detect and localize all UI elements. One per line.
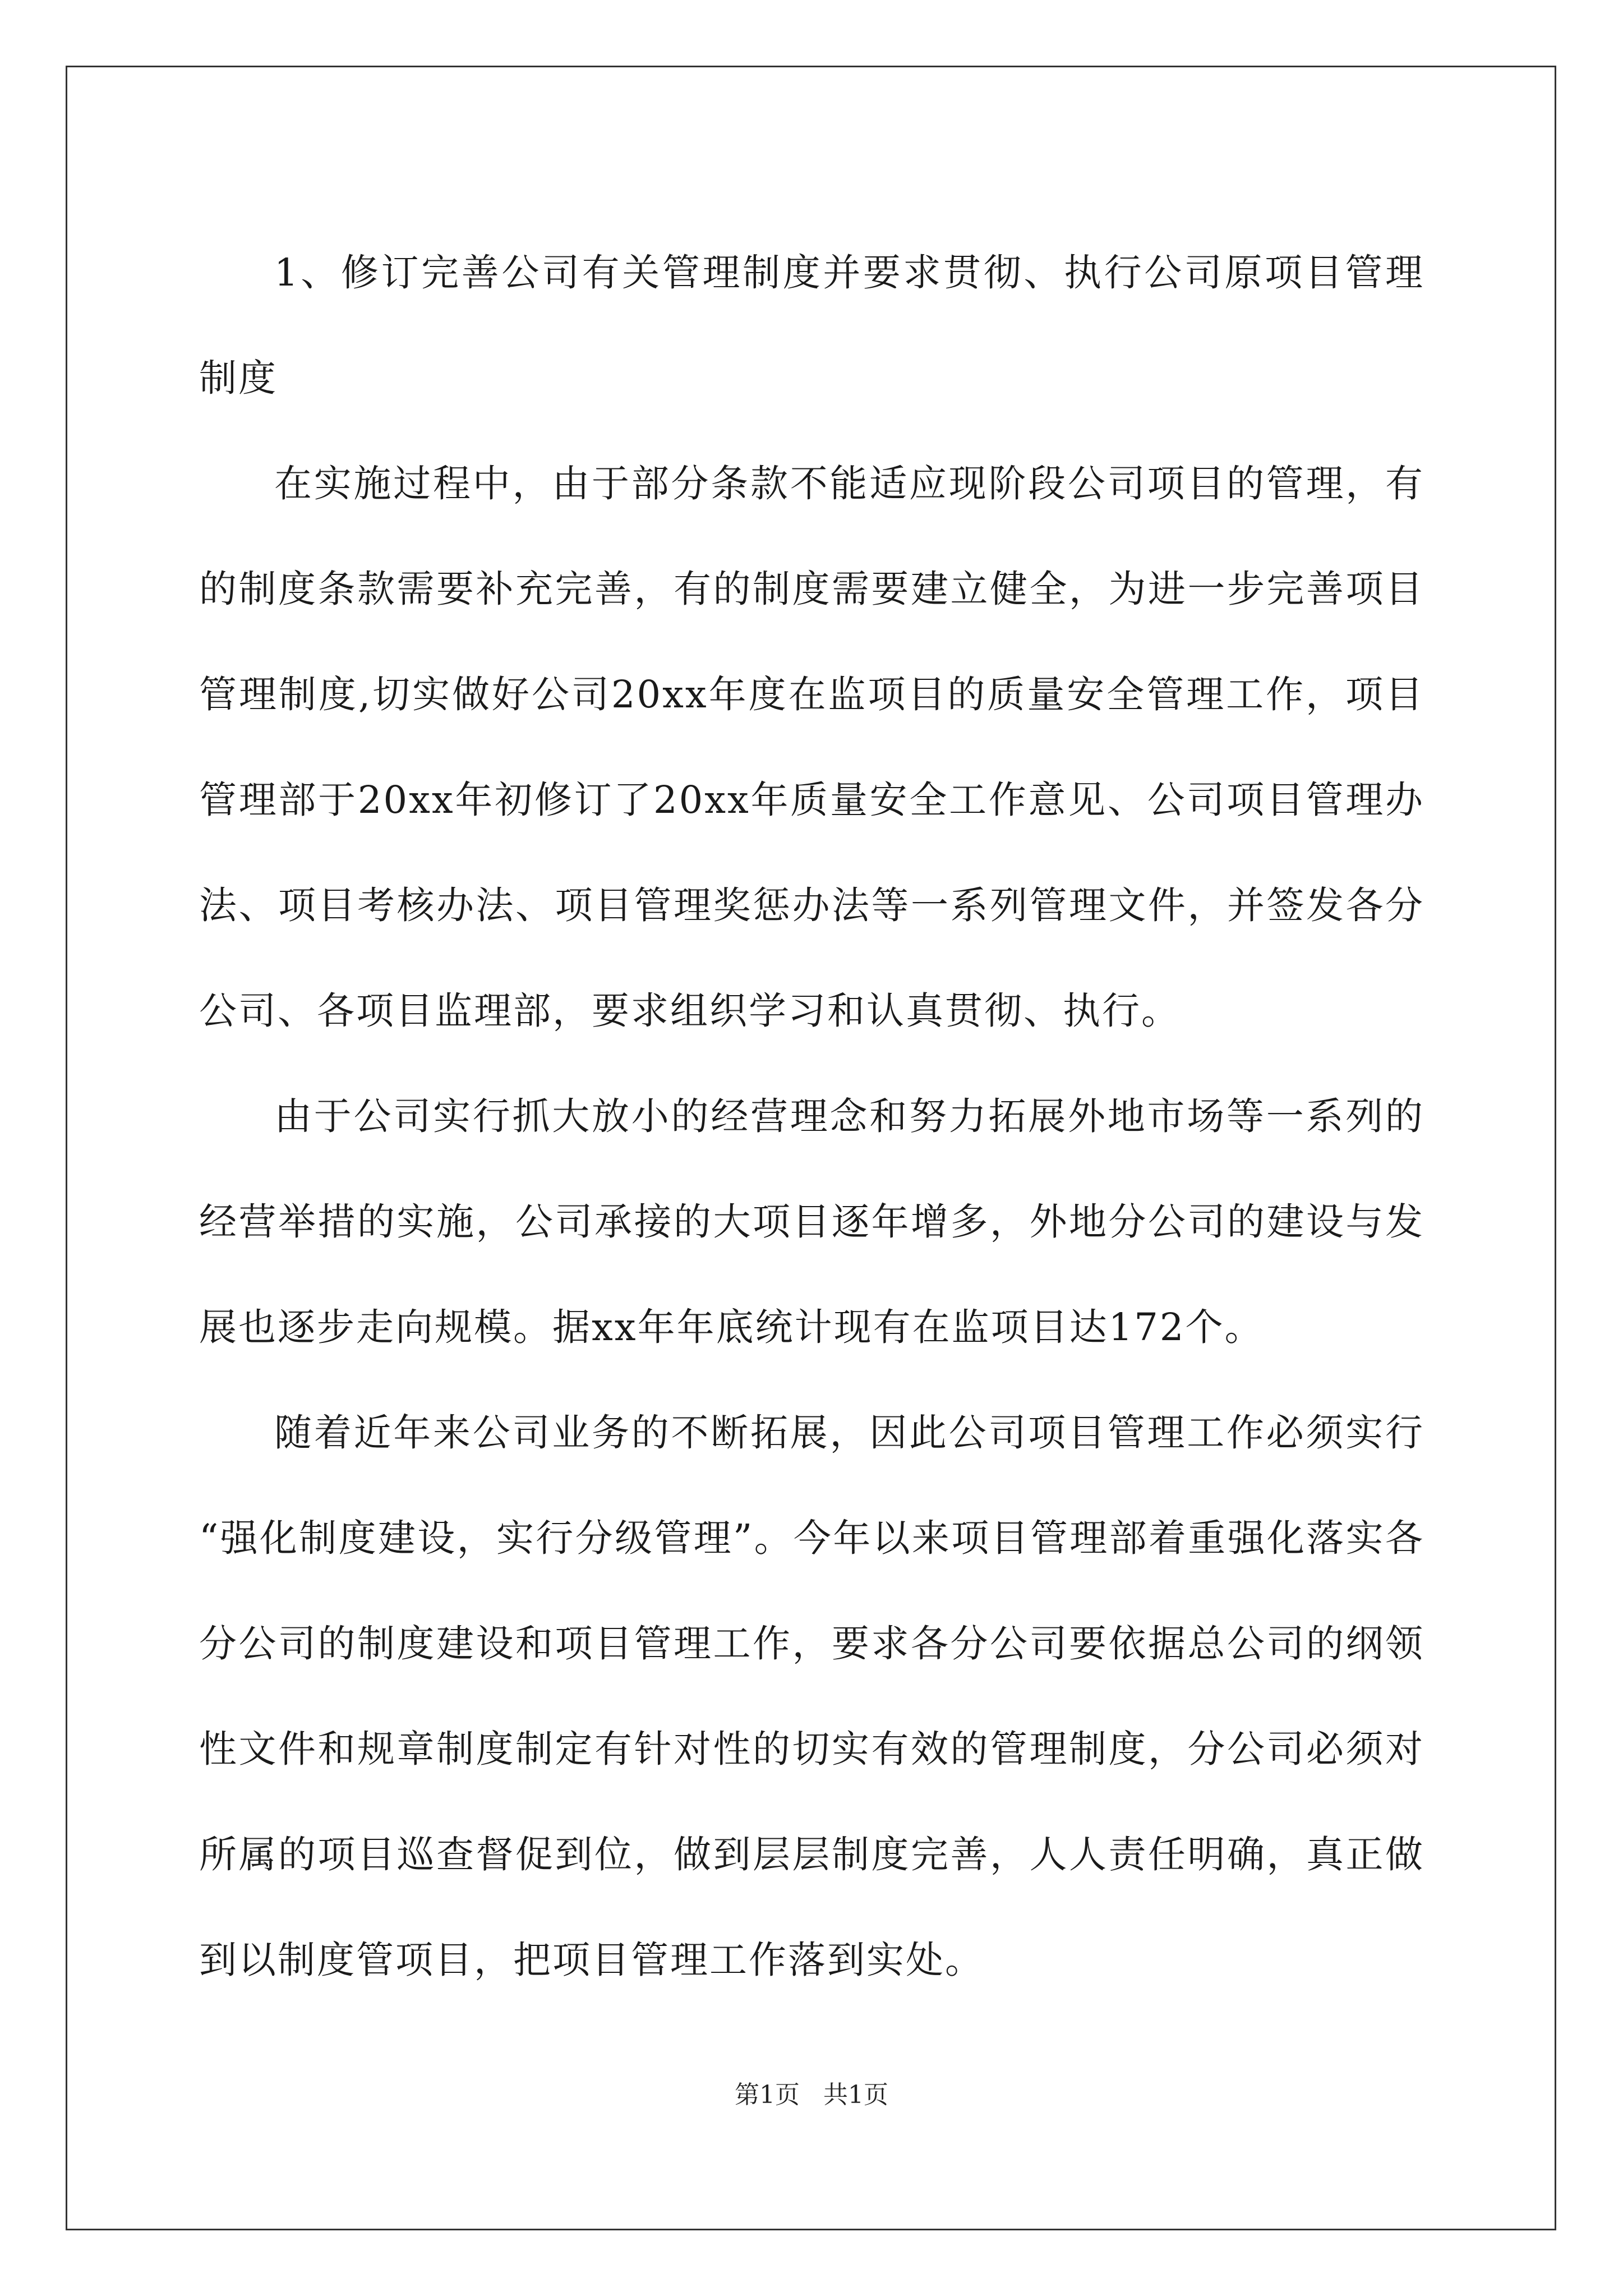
paragraph-2: 在实施过程中，由于部分条款不能适应现阶段公司项目的管理，有的制度条款需要补充完善，有的制度需要建立健全，为进一步完善项目管理制度,切实做好公司20xx年度在监项目的质量安全管理工作，项目管理部于20xx年初修订了20xx年质量安全工作意见、公司项目管理办法、项目考核办法、项目管理奖惩办法等一系列管理文件，并签发各分公司、各项目监理部，要求组织学习和认真贯彻、执行。: [199, 462, 1424, 1033]
paragraph-4: 随着近年来公司业务的不断拓展，因此公司项目管理工作必须实行“强化制度建设，实行分级管理”。今年以来项目管理部着重强化落实各分公司的制度建设和项目管理工作，要求各分公司要依据总公司的纲领性文件和规章制度制定有针对性的切实有效的管理制度，分公司必须对所属的项目巡查督促到位，做到层层制度完善，人人责任明确，真正做到以制度管项目，把项目管理工作落到实处。: [199, 1411, 1424, 1982]
page-footer: 第1页 共1页: [735, 2081, 888, 2109]
document-body: [199, 220, 1424, 2013]
paragraph-1: 1、修订完善公司有关管理制度并要求贯彻、执行公司原项目管理制度: [199, 251, 1424, 400]
paragraph-3: 由于公司实行抓大放小的经营理念和努力拓展外地市场等一系列的经营举措的实施，公司承接的大项目逐年增多，外地分公司的建设与发展也逐步走向规模。据xx年年底统计现有在监项目达172个。: [199, 1094, 1424, 1349]
